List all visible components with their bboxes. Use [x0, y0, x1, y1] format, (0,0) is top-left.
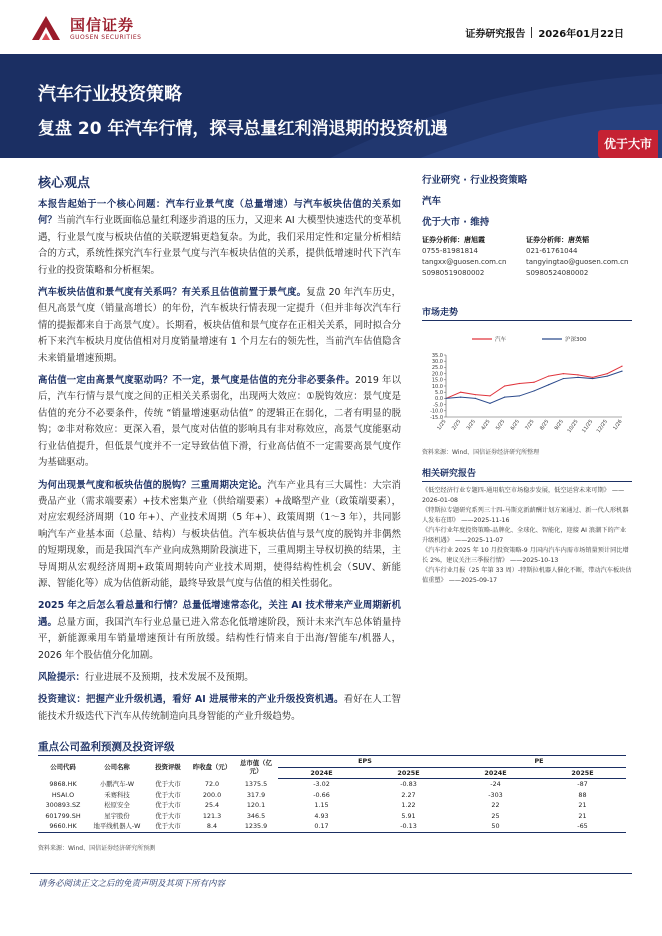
x-tick-label: 9/25 [553, 418, 565, 432]
table-row [38, 821, 626, 832]
cell-rating: 优于大市 [155, 779, 181, 788]
forecast-table-body [38, 779, 626, 833]
series-point [548, 384, 549, 385]
rating-badge: 优于大市 [598, 130, 658, 158]
series-point [475, 394, 476, 395]
col-pe-2024: 2024E [452, 767, 539, 779]
cell-eps1: 4.93 [314, 811, 329, 820]
col-mcap: 总市值（亿元） [234, 756, 278, 779]
paragraph-body: 行业进展不及预期，技术发展不及预期。 [84, 671, 254, 683]
x-tick-label: 12/25 [595, 418, 609, 434]
series-point [519, 395, 520, 396]
y-tick-label: 15.0 [431, 377, 443, 384]
cell-name: 地平线机器人-W [88, 821, 146, 832]
x-tick-label: 11/25 [581, 418, 595, 434]
paragraph-lead: 2025 年之后怎么看总量和行情？总量低增速常态化，关注 AI 技术带来产业周期新机遇。 [38, 600, 401, 628]
related-report-item[interactable]: 《汽车行业月报（25 年第 33 周）-特斯拉机器人催化不断，带动汽车板块估值重塑》 ——2025-09-17 [422, 567, 632, 584]
series-point [489, 403, 490, 404]
paragraph-body: 总量方面，我国汽车行业总量已进入常态化低增速阶段，预计未来汽车总体销量持平，新能源乘用车销量增速预计有所放缓。结构性行情来自于出海/智能车/机器人，2026 年个股估值分化加剧。 [38, 616, 401, 661]
series-point [460, 392, 461, 393]
page-header [0, 0, 662, 54]
cell-code: 601799.SH [45, 811, 81, 820]
cell-eps2: 1.22 [401, 801, 416, 809]
market-trend-title: 市场走势 [422, 305, 632, 321]
report-date: 2026年01月22日 [538, 29, 624, 40]
table-row [38, 800, 626, 811]
cell-name: 松原安全 [104, 801, 130, 809]
cell-price: 25.4 [204, 801, 220, 809]
series-point [519, 383, 520, 384]
col-price: 昨收盘（元） [190, 756, 234, 779]
col-pe-group: PE [452, 756, 626, 768]
series-point [577, 377, 578, 378]
series-point [445, 398, 446, 399]
analyst-card [422, 235, 506, 279]
y-tick-label: -10.0 [430, 408, 443, 415]
cell-price: 8.4 [190, 821, 234, 832]
col-eps-group: EPS [278, 756, 452, 768]
y-tick-label: 25.0 [431, 365, 443, 372]
series-point [621, 366, 622, 367]
series-point [607, 375, 608, 376]
trend-chart-svg [422, 325, 632, 445]
cell-pe2: -65 [539, 821, 626, 832]
cell-mcap: 1375.5 [244, 779, 268, 788]
logo-text-cn: 国信证券 [70, 16, 135, 34]
cell-mcap: 317.9 [246, 790, 266, 799]
cell-name: 星宇股份 [104, 811, 130, 820]
series-point [592, 377, 593, 378]
sector-name: 汽车 [422, 196, 442, 207]
report-subtitle: 复盘 20 年汽车行情，探寻总量红利消退期的投资机遇 [38, 119, 448, 139]
cell-mcap: 1235.9 [234, 821, 278, 832]
risk-paragraph [38, 670, 401, 686]
series-point [475, 398, 476, 399]
footer-disclaimer: 请务必阅读正文之后的免责声明及其项下所有内容 [38, 879, 226, 889]
col-pe-2025: 2025E [539, 767, 626, 779]
cell-pe2: 88 [578, 790, 587, 799]
x-tick-label: 2/25 [450, 418, 463, 432]
cell-price: 72.0 [204, 779, 220, 788]
col-name: 公司名称 [88, 756, 146, 779]
cell-mcap: 346.5 [246, 811, 266, 820]
series-point [607, 373, 608, 374]
y-tick-label: -15.0 [430, 414, 443, 421]
x-tick-label: 6/25 [509, 418, 521, 432]
y-tick-label: 5.0 [435, 390, 443, 396]
table-header-row [38, 756, 626, 768]
paragraph-body: 汽车产业具有三大属性：大宗消费品产业（需求端要素）+技术密集产业（供给端要素）+战略型产业（政策端要素），对应宏观经济周期（10 年+）、产业技术周期（5 年+）、政策周期（1～3 年），共同影响汽车产业基本面（总量、结构）与板块估值。汽车板块估值与景气度的脱钩并非偶然的短期现象，而是我国汽车产业向成熟期阶段演进下，三重周期主导权切换的结果，主导周期从宏观经济周期+政策周期转向产业技术周期，使得结构性机会（SUV、新能源、智能化等）成为估值新动能，最终导致景气度与估值的相关性弱化。 [38, 479, 401, 589]
y-tick-label: 20.0 [431, 371, 443, 378]
cell-eps1: 0.17 [278, 821, 365, 832]
cell-code: 300893.SZ [45, 801, 81, 809]
core-paragraph [38, 285, 401, 367]
footer-divider [30, 873, 632, 874]
cell-rating: 优于大市 [146, 821, 190, 832]
table-row [38, 811, 626, 822]
analyst-name: 唐旭霞 [464, 236, 485, 244]
cell-code: HSAI.O [51, 790, 75, 799]
series-point [563, 378, 564, 379]
table-row [38, 790, 626, 801]
series-point [533, 382, 534, 383]
cell-name: 小鹏汽车-W [99, 779, 135, 788]
cell-code: 9660.HK [38, 821, 88, 832]
cell-rating: 优于大市 [155, 811, 181, 820]
cell-eps2: 5.91 [401, 811, 416, 820]
table-row [38, 779, 626, 790]
core-paragraph [38, 197, 401, 279]
cell-code: 9868.HK [49, 779, 77, 788]
y-tick-label: -5.0 [433, 402, 443, 409]
x-tick-label: 1/25 [436, 418, 448, 432]
cell-price: 121.3 [202, 811, 222, 820]
cell-pe1: 22 [491, 801, 500, 809]
series-point [563, 373, 564, 374]
core-paragraph [38, 478, 401, 593]
investment-advice-paragraph [38, 692, 401, 725]
cell-pe2: 21 [578, 801, 587, 809]
y-tick-label: 10.0 [431, 383, 443, 390]
paragraph-body: 看好在人工智能技术升级迭代下汽车从传统制造向具身智能的产业升级趋势。 [38, 694, 401, 722]
analyst-role: 证券分析师： [526, 236, 568, 244]
sidebar [422, 172, 632, 586]
forecast-table-title: 重点公司盈利预测及投资评级 [38, 741, 175, 753]
paragraph-lead: 本报告起始于一个核心问题：汽车行业景气度（总量增速）与汽车板块估值的关系如何？ [38, 199, 401, 227]
cell-pe1: -303 [488, 790, 503, 799]
cell-rating: 优于大市 [155, 790, 181, 799]
table-source: 资料来源：Wind、国信证券经济研究所预测 [38, 845, 156, 852]
industry-line: 行业研究 · 行业投资策略 [422, 175, 528, 186]
series-point [621, 371, 622, 372]
core-heading: 核心观点 [38, 176, 91, 191]
related-reports-list [422, 486, 632, 585]
analyst-email[interactable]: tangyingtao@guosen.com.cn [526, 258, 629, 266]
meta-divider [531, 27, 532, 38]
x-tick-label: 4/25 [480, 418, 492, 432]
related-report-item[interactable]: 《汽车行业年度投资策略-品牌化、全球化、智能化，迎接 AI 浪潮下的产业升级机遇》 ——2025-11-07 [422, 527, 627, 544]
paragraph-lead: 高估值一定由高景气度驱动吗？不一定，景气度是估值的充分非必要条件。 [38, 375, 355, 387]
cell-eps2: 2.27 [401, 790, 416, 799]
analyst-block [422, 235, 632, 305]
col-eps-2025: 2025E [365, 767, 452, 779]
series-point [533, 390, 534, 391]
analyst-cert: S0980519080002 [422, 269, 485, 277]
core-viewpoints [38, 172, 401, 731]
guosen-logo-icon [30, 14, 62, 42]
x-tick-label: 10/25 [566, 418, 580, 434]
analyst-card [526, 235, 628, 279]
paragraph-body: 当前汽车行业既面临总量红利逐步消退的压力，又迎来 AI 大模型快速迭代的变革机遇，行业景气度与板块估值的关联逻辑更趋复杂。为此，我们采用定性和定量分析相结合的方式，系统性探究汽车行业景气度与汽车板块估值的关系，提供低增速时代下汽车行业的投资策略和分析框架。 [38, 215, 401, 276]
title-banner [0, 54, 662, 158]
y-tick-label: 0.0 [435, 396, 443, 403]
x-tick-label: 1/26 [612, 418, 624, 432]
analyst-name: 唐英韬 [568, 236, 589, 244]
cell-pe1: -24 [490, 780, 501, 788]
core-paragraph [38, 598, 401, 664]
analyst-cert: S0980524080002 [526, 269, 589, 277]
banner-decoration [0, 54, 662, 158]
cell-pe1: 25 [491, 811, 500, 820]
market-trend-chart [422, 325, 632, 445]
core-paragraph [38, 373, 401, 471]
paragraph-lead: 为何出现景气度和板块估值的脱钩？三重周期决定论。 [38, 479, 268, 491]
analyst-email[interactable]: tangxx@guosen.com.cn [422, 258, 507, 266]
report-title: 汽车行业投资策略 [38, 84, 182, 105]
series-point [504, 385, 505, 386]
x-tick-label: 3/25 [465, 418, 477, 432]
y-tick-label: 35.0 [431, 352, 443, 359]
cell-pe2: -87 [577, 780, 588, 788]
paragraph-body: 复盘 20 年汽车历史，但凡高景气度（销量高增长）的年份，汽车板块行情表现一定提升（但并非每次汽车行情的提振都来自于高景气度）。长期看，板块估值和景气度存在正相关关系，同时拟合分析下来汽车板块月度估值相对月度销量增速有 1 个月左右的领先性，当前汽车估值隐含未来销量增速预期。 [38, 287, 401, 364]
forecast-table [38, 755, 626, 833]
series-point [548, 375, 549, 376]
cell-price: 200.0 [202, 790, 222, 799]
legend-label: 汽车 [495, 337, 507, 343]
cell-eps1: -0.66 [313, 790, 330, 799]
y-tick-label: 30.0 [431, 359, 443, 365]
cell-eps1: 1.15 [314, 801, 329, 809]
cell-pe1: 50 [452, 821, 539, 832]
x-tick-label: 8/25 [538, 418, 551, 432]
paragraph-lead: 风险提示： [38, 671, 85, 683]
rating-line: 优于大市 · 维持 [422, 217, 490, 228]
paragraph-body: 2019 年以后，汽车行情与景气度之间的正相关关系弱化，出现两大效应：①脱钩效应：景气度是估值的充分不必要条件，传统 “销量增速驱动估值” 的逻辑正在弱化，二者有明显的脱钩；②非对称效应：更深入看，景气度对估值的影响具有非对称效应，高景气度能驱动行业估值提升，但低景气度并不一定导致估值下滑，行业高估值不一定需要高景气度作为基础驱动。 [38, 375, 401, 469]
analyst-phone: 021-61761044 [526, 247, 578, 255]
analyst-role: 证券分析师： [422, 236, 464, 244]
related-report-item[interactable]: 《特斯拉专题研究系列三十四-马斯克新薪酬计划方案通过、新一代人形机器人发布在即》 ——2025-11-16 [422, 507, 629, 524]
logo-text-en: GUOSEN SECURITIES [70, 34, 142, 41]
series-point [489, 395, 490, 396]
cell-rating: 优于大市 [155, 801, 181, 809]
series-point [577, 374, 578, 375]
cell-pe2: 21 [578, 811, 587, 820]
col-code: 公司代码 [38, 756, 88, 779]
cell-mcap: 120.1 [246, 801, 266, 809]
cell-name: 禾赛科技 [104, 790, 130, 799]
series-point [504, 397, 505, 398]
x-tick-label: 5/25 [494, 418, 507, 432]
x-tick-label: 7/25 [524, 418, 536, 432]
cell-eps2: -0.83 [400, 780, 417, 788]
guosen-logo [30, 12, 200, 44]
series-point [592, 378, 593, 379]
related-report-item[interactable]: 《低空经济行业专题四-通用航空市场稳步发展，低空运营未来可期》 ——2026-01-08 [422, 487, 625, 504]
related-report-item[interactable]: 《汽车行业 2025 年 10 月投资策略-9 月国内汽车内需市场销量预计同比增长 2%，建议关注三季报行情》 ——2025-10-13 [422, 547, 629, 564]
analyst-phone: 0755-81981814 [422, 247, 478, 255]
col-rating: 投资评级 [146, 756, 190, 779]
cell-eps2: -0.13 [365, 821, 452, 832]
related-reports-title: 相关研究报告 [422, 466, 632, 482]
series-line-csi300 [446, 371, 622, 403]
paragraph-lead: 投资建议：把握产业升级机遇，看好 AI 进展带来的产业升级投资机遇。 [38, 694, 344, 706]
paragraph-lead: 汽车板块估值和景气度有关系吗？有关系且估值前置于景气度。 [38, 287, 307, 299]
report-meta [465, 25, 624, 40]
chart-source: 资料来源：Wind、国信证券经济研究所整理 [422, 449, 540, 456]
col-eps-2024: 2024E [278, 767, 365, 779]
cell-eps1: -3.02 [313, 780, 330, 788]
report-type: 证券研究报告 [465, 29, 526, 40]
series-point [460, 397, 461, 398]
legend-label: 沪深300 [565, 337, 587, 343]
